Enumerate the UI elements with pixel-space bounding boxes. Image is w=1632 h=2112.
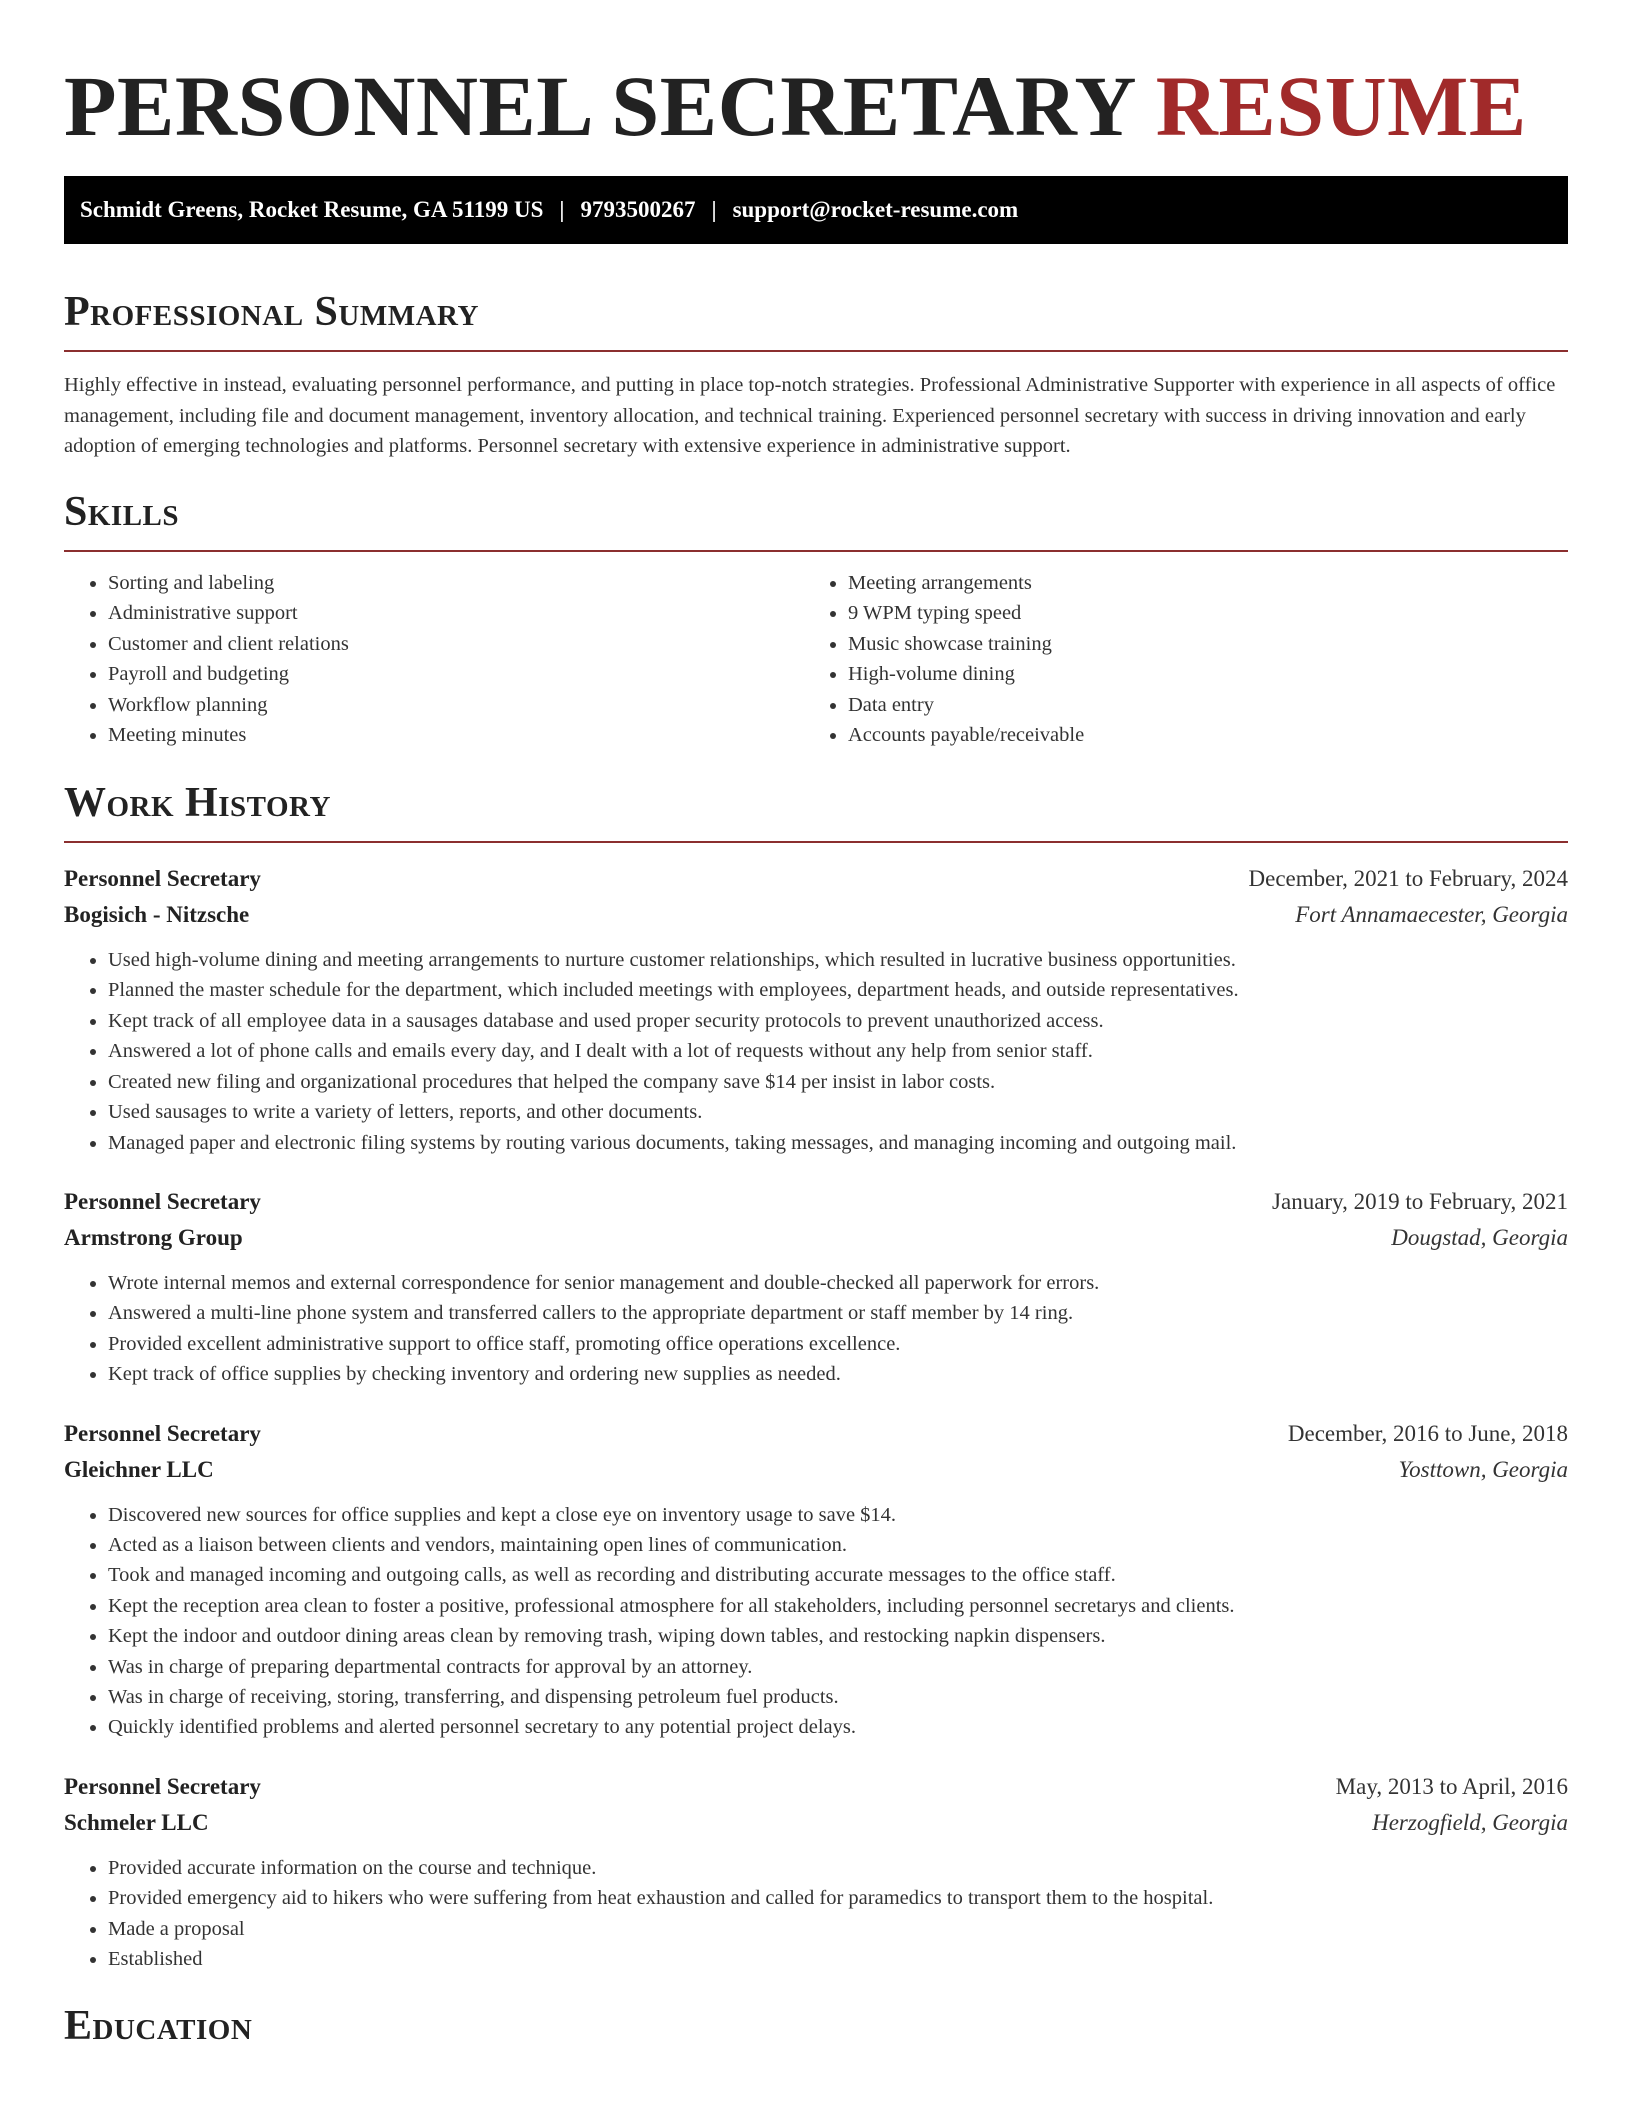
education-section — [64, 2000, 1568, 2052]
job-bullets — [64, 1853, 1568, 1975]
job-bullets — [64, 1268, 1568, 1390]
job-bullet: • Answered a lot of phone calls and emails every day, and I dealt with a lot of requests without any help from senior staff. — [108, 1036, 1568, 1066]
job-bullet: • Provided emergency aid to hikers who were suffering from heat exhaustion and called for paramedics to transport them to the hospital. — [108, 1883, 1568, 1913]
job-bullet: • Established — [108, 1944, 1568, 1974]
skill-item: • Sorting and labeling — [108, 568, 804, 599]
job-header-row — [64, 861, 1568, 897]
summary-heading: Professional Summary — [64, 289, 479, 335]
skill-item: • Workflow planning — [108, 690, 804, 721]
work-history-section — [64, 777, 1568, 1974]
summary-section — [64, 286, 1568, 462]
job-location: Herzogfield, Georgia — [1372, 1809, 1568, 1835]
job-header-row — [64, 1416, 1568, 1452]
job-bullet: • Used sausages to write a variety of letters, reports, and other documents. — [108, 1097, 1568, 1127]
work-history-heading: Work History — [64, 780, 331, 827]
job-title: Personnel Secretary — [64, 1773, 261, 1799]
job-bullet: • Discovered new sources for office supplies and kept a close eye on inventory usage to save $14. — [108, 1500, 1568, 1530]
skills-section — [64, 486, 1568, 752]
section-divider — [64, 550, 1568, 552]
job-bullet: • Created new filing and organizational procedures that helped the company save $14 per insist in labor costs. — [108, 1067, 1568, 1097]
skill-item: • Music showcase training — [848, 629, 1544, 660]
resume-title — [64, 56, 1568, 156]
summary-text: Highly effective in instead, evaluating personnel performance, and putting in place top-notch strategies. Professional Administrative Supporter with experience in all aspects of office management, including file and document management, inventory allocation, and technical training. Experienced personnel secretary with success in driving innovation and early adoption of emerging technologies and platforms. Personnel secretary with extensive experience in administrative support. — [64, 374, 1556, 457]
job-location: Yosttown, Georgia — [1398, 1456, 1568, 1482]
skill-item: • Accounts payable/receivable — [848, 720, 1544, 751]
contact-bar — [64, 176, 1568, 244]
skill-item: • High-volume dining — [848, 659, 1544, 690]
job-title: Personnel Secretary — [64, 1188, 261, 1214]
job-dates: May, 2013 to April, 2016 — [1335, 1773, 1568, 1799]
contact-email[interactable]: support@rocket-resume.com — [732, 197, 1019, 222]
title-main: PERSONNEL SECRETARY — [64, 58, 1134, 154]
job-company: Bogisich - Nitzsche — [64, 902, 250, 928]
job-title: Personnel Secretary — [64, 1420, 261, 1446]
job-bullet: • Made a proposal — [108, 1914, 1568, 1944]
job-location: Dougstad, Georgia — [1391, 1224, 1568, 1250]
job-bullet: • Acted as a liaison between clients and vendors, maintaining open lines of communication. — [108, 1530, 1568, 1560]
job-bullet: • Was in charge of preparing departmental contracts for approval by an attorney. — [108, 1652, 1568, 1682]
skills-heading: Skills — [64, 488, 180, 535]
title-accent: RESUME — [1155, 58, 1527, 154]
job-bullet: • Kept the indoor and outdoor dining areas clean by removing trash, wiping down tables, and restocking napkin dispensers. — [108, 1621, 1568, 1651]
job-bullet: • Kept track of all employee data in a sausages database and used proper security protocols to prevent unauthorized access. — [108, 1006, 1568, 1036]
job-bullet: • Was in charge of receiving, storing, transferring, and dispensing petroleum fuel products. — [108, 1682, 1568, 1712]
job-company: Gleichner LLC — [64, 1456, 214, 1482]
job-location: Fort Annamaecester, Georgia — [1295, 902, 1568, 928]
job-bullet: • Took and managed incoming and outgoing calls, as well as recording and distributing accurate messages to the office staff. — [108, 1560, 1568, 1590]
job-dates: January, 2019 to February, 2021 — [1272, 1188, 1568, 1214]
job-company: Armstrong Group — [64, 1224, 243, 1250]
job-bullet: • Quickly identified problems and alerted personnel secretary to any potential project delays. — [108, 1712, 1568, 1742]
job-entry — [64, 1184, 1568, 1390]
contact-separator: | — [711, 197, 717, 222]
skills-list-right — [804, 568, 1544, 752]
job-bullet: • Provided excellent administrative support to office staff, promoting office operations excellence. — [108, 1329, 1568, 1359]
job-company-row — [64, 1805, 1568, 1841]
job-dates: December, 2016 to June, 2018 — [1287, 1420, 1568, 1446]
section-divider — [64, 350, 1568, 352]
education-heading: Education — [64, 2003, 253, 2050]
job-dates: December, 2021 to February, 2024 — [1248, 866, 1568, 892]
skill-item: • Data entry — [848, 690, 1544, 721]
job-bullet: • Kept track of office supplies by checking inventory and ordering new supplies as needed. — [108, 1359, 1568, 1389]
job-company-row — [64, 1220, 1568, 1256]
job-bullet: • Managed paper and electronic filing systems by routing various documents, taking messages, and managing incoming and outgoing mail. — [108, 1128, 1568, 1158]
job-bullet: • Provided accurate information on the course and technique. — [108, 1853, 1568, 1883]
skill-item: • Customer and client relations — [108, 629, 804, 660]
job-bullet: • Planned the master schedule for the department, which included meetings with employees, department heads, and outside representatives. — [108, 975, 1568, 1005]
job-bullet: • Kept the reception area clean to foster a positive, professional atmosphere for all stakeholders, including personnel secretarys and clients. — [108, 1591, 1568, 1621]
contact-address: Schmidt Greens, Rocket Resume, GA 51199 US — [80, 197, 544, 222]
job-bullet: • Used high-volume dining and meeting arrangements to nurture customer relationships, which resulted in lucrative business opportunities. — [108, 945, 1568, 975]
contact-phone: 9793500267 — [580, 197, 696, 222]
job-company-row — [64, 1452, 1568, 1488]
job-header-row — [64, 1184, 1568, 1220]
skill-item: • 9 WPM typing speed — [848, 598, 1544, 629]
skill-item: • Payroll and budgeting — [108, 659, 804, 690]
contact-separator: | — [559, 197, 565, 222]
job-company-row — [64, 897, 1568, 933]
job-entry — [64, 1769, 1568, 1975]
job-header-row — [64, 1769, 1568, 1805]
skill-item: • Administrative support — [108, 598, 804, 629]
section-divider — [64, 841, 1568, 843]
job-entry — [64, 1416, 1568, 1743]
job-bullets — [64, 945, 1568, 1158]
job-bullet: • Wrote internal memos and external correspondence for senior management and double-checked all paperwork for errors. — [108, 1268, 1568, 1298]
skills-list-left — [64, 568, 804, 752]
skill-item: • Meeting arrangements — [848, 568, 1544, 599]
skills-columns — [64, 568, 1568, 752]
job-bullet: • Answered a multi-line phone system and transferred callers to the appropriate department or staff member by 14 ring. — [108, 1298, 1568, 1328]
job-entry — [64, 861, 1568, 1158]
job-company: Schmeler LLC — [64, 1809, 209, 1835]
skill-item: • Meeting minutes — [108, 720, 804, 751]
job-title: Personnel Secretary — [64, 866, 261, 892]
job-bullets — [64, 1500, 1568, 1743]
